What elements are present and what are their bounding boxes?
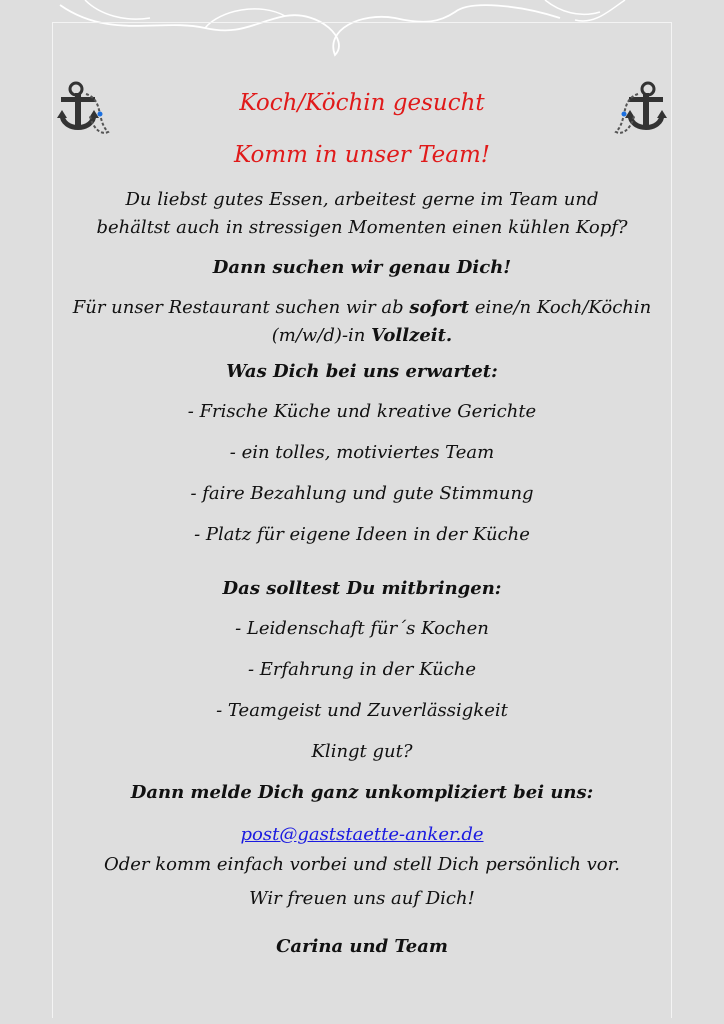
position-type: Vollzeit. <box>371 325 453 346</box>
page-subtitle: Komm in unser Team! <box>233 142 491 168</box>
position-start: sofort <box>409 297 470 318</box>
position-mid: eine/n Koch/Köchin (m/w/d)-in <box>271 297 652 346</box>
position-pre: Für unser Restaurant suchen wir ab <box>72 297 410 318</box>
question-text: Klingt gut? <box>311 741 413 762</box>
page-title: Koch/Köchin gesucht <box>239 90 485 116</box>
require-item: - Teamgeist und Zuverlässigkeit <box>216 700 508 721</box>
require-item: - Erfahrung in der Küche <box>247 659 477 680</box>
require-item: - Leidenschaft für´s Kochen <box>235 618 489 639</box>
offer-item: - ein tolles, motiviertes Team <box>229 442 495 463</box>
intro-text: Du liebst gutes Essen, arbeitest gerne im Team und behältst auch in stressigen Momenten einen kühlen Kopf? <box>96 189 628 238</box>
require-title: Das solltest Du mitbringen: <box>222 578 502 599</box>
email-link[interactable]: post@gaststaette-anker.de <box>240 824 484 845</box>
job-posting <box>56 82 668 959</box>
closing-text: Wir freuen uns auf Dich! <box>249 888 475 909</box>
offer-item: - faire Bezahlung und gute Stimmung <box>190 483 534 504</box>
contact-prompt: Dann melde Dich ganz unkompliziert bei uns: <box>130 782 594 803</box>
position-text <box>56 294 668 350</box>
offer-item: - Platz für eigene Ideen in der Küche <box>194 524 530 545</box>
signature: Carina und Team <box>276 936 448 957</box>
offer-item: - Frische Küche und kreative Gerichte <box>187 401 537 422</box>
offer-title: Was Dich bei uns erwartet: <box>226 361 498 382</box>
call-text: Dann suchen wir genau Dich! <box>212 257 512 278</box>
visit-text: Oder komm einfach vorbei und stell Dich persönlich vor. <box>104 854 620 875</box>
